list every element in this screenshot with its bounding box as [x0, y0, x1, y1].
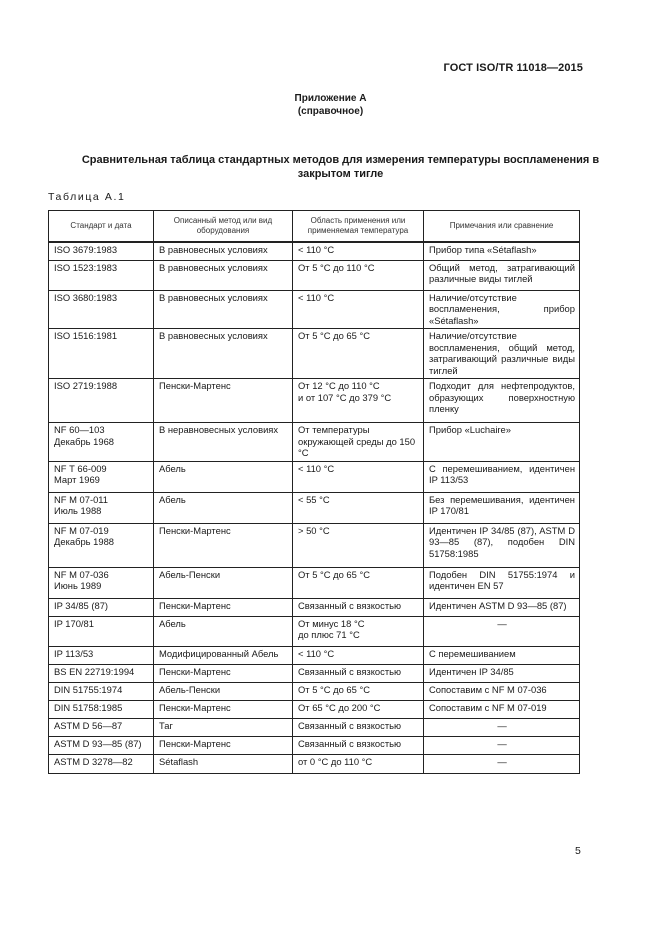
table-header-row — [49, 211, 580, 243]
cell-scope: От 65 °С до 200 °С — [293, 700, 424, 718]
cell-scope: < 110 °С — [293, 290, 424, 329]
table-row — [49, 492, 580, 523]
cell-scope: Связанный с вязкостью — [293, 736, 424, 754]
cell-notes: — — [424, 736, 580, 754]
table-row — [49, 682, 580, 700]
cell-notes: Подходит для нефтепродуктов, образующих поверхностную пленку — [424, 379, 580, 423]
table-row — [49, 646, 580, 664]
comparison-table — [48, 210, 580, 774]
cell-notes: Прибор типа «Sétaflash» — [424, 242, 580, 260]
cell-method: Sétaflash — [154, 754, 293, 773]
cell-notes: С перемешиванием — [424, 646, 580, 664]
appendix-subtitle: (справочное) — [297, 106, 364, 117]
cell-notes: Прибор «Luchaire» — [424, 423, 580, 462]
cell-notes: Подобен DIN 51755:1974 и идентичен EN 57 — [424, 567, 580, 598]
table-row — [49, 461, 580, 492]
cell-standard: ISO 3680:1983 — [49, 290, 154, 329]
cell-scope: < 110 °С — [293, 646, 424, 664]
table-row — [49, 700, 580, 718]
cell-notes: С перемешиванием, идентичен IP 113/53 — [424, 461, 580, 492]
cell-scope: Связанный с вязкостью — [293, 664, 424, 682]
table-row — [49, 616, 580, 646]
table-row — [49, 567, 580, 598]
cell-method: Абель-Пенски — [154, 682, 293, 700]
cell-notes: Сопоставим с NF М 07-019 — [424, 700, 580, 718]
cell-standard: NF 60—103 Декабрь 1968 — [49, 423, 154, 462]
cell-method: Пенски-Мартенс — [154, 379, 293, 423]
header-standard: Стандарт и дата — [49, 211, 154, 243]
cell-method: Таг — [154, 718, 293, 736]
cell-notes: Идентичен IP 34/85 — [424, 664, 580, 682]
cell-method: Абель — [154, 461, 293, 492]
cell-standard: ISO 3679:1983 — [49, 242, 154, 260]
cell-standard: NF М 07-036 Июнь 1989 — [49, 567, 154, 598]
cell-scope: От 5 °С до 65 °С — [293, 329, 424, 379]
cell-standard: ISO 1516:1981 — [49, 329, 154, 379]
table-row — [49, 423, 580, 462]
cell-scope: От минус 18 °С до плюс 71 °С — [293, 616, 424, 646]
cell-method: В неравновесных условиях — [154, 423, 293, 462]
table-body — [49, 242, 580, 773]
table-row — [49, 736, 580, 754]
cell-standard: NF Т 66-009 Март 1969 — [49, 461, 154, 492]
cell-method: Пенски-Мартенс — [154, 664, 293, 682]
cell-standard: ISO 2719:1988 — [49, 379, 154, 423]
table-row — [49, 598, 580, 616]
cell-notes: Общий метод, затрагивающий различные виды тиглей — [424, 260, 580, 290]
cell-standard: IP 113/53 — [49, 646, 154, 664]
cell-scope: От 5 °С до 65 °С — [293, 567, 424, 598]
cell-scope: Связанный с вязкостью — [293, 598, 424, 616]
cell-standard: IP 34/85 (87) — [49, 598, 154, 616]
cell-standard: IP 170/81 — [49, 616, 154, 646]
cell-notes: — — [424, 616, 580, 646]
cell-standard: ASTM D 3278—82 — [49, 754, 154, 773]
header-method: Описанный метод или вид оборудования — [154, 211, 293, 243]
cell-method: Абель — [154, 616, 293, 646]
document-code: ГОСТ ISO/TR 11018—2015 — [443, 62, 583, 74]
cell-scope: От 5 °С до 110 °С — [293, 260, 424, 290]
cell-notes: — — [424, 718, 580, 736]
header-notes: Примечания или сравнение — [424, 211, 580, 243]
table-row — [49, 260, 580, 290]
cell-standard: DIN 51758:1985 — [49, 700, 154, 718]
cell-notes: Наличие/отсутствие воспламенения, прибор «Sétaflash» — [424, 290, 580, 329]
table-row — [49, 754, 580, 773]
cell-method: Абель-Пенски — [154, 567, 293, 598]
table-title: Сравнительная таблица стандартных методов для измерения температуры воспламенения в закрытом тигле — [81, 154, 600, 180]
cell-method: В равновесных условиях — [154, 329, 293, 379]
cell-method: Пенски-Мартенс — [154, 598, 293, 616]
cell-method: В равновесных условиях — [154, 260, 293, 290]
table-row — [49, 718, 580, 736]
appendix-title: Приложение А — [294, 93, 367, 104]
cell-notes: Сопоставим с NF М 07-036 — [424, 682, 580, 700]
cell-notes: Идентичен IP 34/85 (87), ASTM D 93—85 (87), подобен DIN 51758:1985 — [424, 523, 580, 567]
table-row — [49, 379, 580, 423]
table-row — [49, 664, 580, 682]
cell-scope: < 110 °С — [293, 461, 424, 492]
cell-scope: Связанный с вязкостью — [293, 718, 424, 736]
cell-standard: DIN 51755:1974 — [49, 682, 154, 700]
cell-scope: < 55 °С — [293, 492, 424, 523]
cell-method: Пенски-Мартенс — [154, 736, 293, 754]
table-row — [49, 329, 580, 379]
cell-standard: NF М 07-011 Июль 1988 — [49, 492, 154, 523]
table-row — [49, 290, 580, 329]
cell-method: Пенски-Мартенс — [154, 523, 293, 567]
header-scope: Область применения или применяемая температура — [293, 211, 424, 243]
cell-notes: Наличие/отсутствие воспламенения, общий метод, затрагивающий различные виды тиглей — [424, 329, 580, 379]
cell-scope: От температуры окружающей среды до 150 °С — [293, 423, 424, 462]
cell-scope: < 110 °С — [293, 242, 424, 260]
cell-standard: ASTM D 56—87 — [49, 718, 154, 736]
table-label: Таблица А.1 — [48, 191, 126, 203]
cell-scope: > 50 °С — [293, 523, 424, 567]
cell-method: Абель — [154, 492, 293, 523]
cell-standard: NF М 07-019 Декабрь 1988 — [49, 523, 154, 567]
cell-standard: ASTM D 93—85 (87) — [49, 736, 154, 754]
cell-method: В равновесных условиях — [154, 290, 293, 329]
page-number: 5 — [575, 845, 581, 857]
cell-scope: От 12 °С до 110 °С и от 107 °С до 379 °С — [293, 379, 424, 423]
cell-notes: — — [424, 754, 580, 773]
cell-standard: ISO 1523:1983 — [49, 260, 154, 290]
cell-method: Модифицированный Абель — [154, 646, 293, 664]
cell-scope: от 0 °С до 110 °С — [293, 754, 424, 773]
appendix-heading — [0, 92, 661, 118]
cell-method: В равновесных условиях — [154, 242, 293, 260]
table-row — [49, 523, 580, 567]
cell-notes: Без перемешивания, идентичен IP 170/81 — [424, 492, 580, 523]
cell-method: Пенски-Мартенс — [154, 700, 293, 718]
cell-standard: BS EN 22719:1994 — [49, 664, 154, 682]
cell-scope: От 5 °С до 65 °С — [293, 682, 424, 700]
table-row — [49, 242, 580, 260]
cell-notes: Идентичен ASTM D 93—85 (87) — [424, 598, 580, 616]
